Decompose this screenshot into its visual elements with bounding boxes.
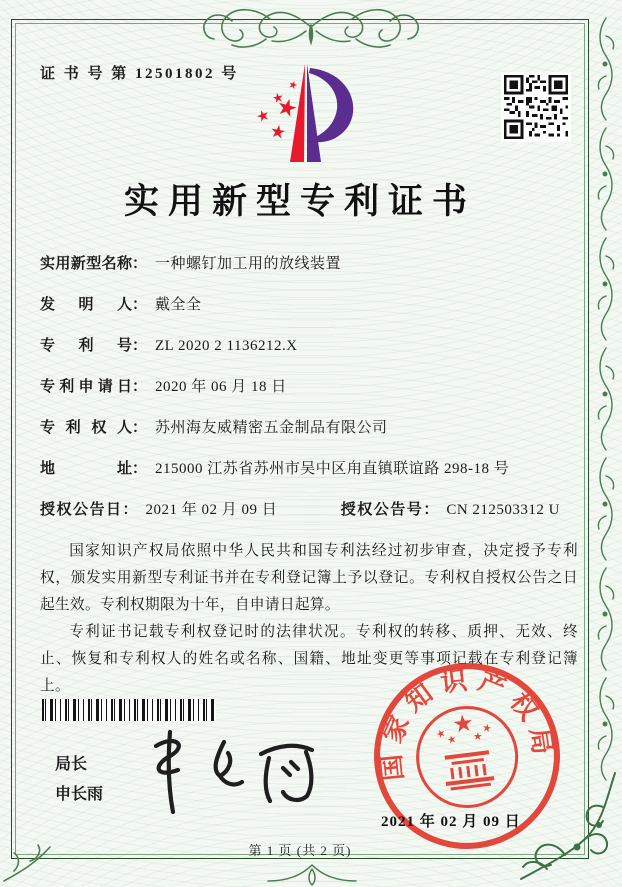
commissioner-signature-icon [128,726,323,818]
grant-date-label: 授权公告日 [40,502,123,518]
field-colon: ： [132,420,148,436]
page-number: 第 1 页 (共 2 页) [248,843,352,858]
grant-date-value: 2021 年 02 月 09 日 [145,502,278,518]
field-row-name [40,254,574,274]
field-colon: ： [132,461,148,477]
right-vine-ornament-icon [592,14,620,864]
field-colon: ： [122,502,138,518]
field-colon: ： [132,338,148,354]
seal-text: 国家知识产权局 [376,664,559,782]
field-label: 专利申请日 [40,379,132,395]
bottom-center-ornament-icon [262,861,362,887]
seal-date: 2021 年 02 月 09 日 [381,814,521,830]
field-colon: ： [423,502,439,518]
grant-no-label: 授权公告号 [340,502,424,518]
qr-code [501,72,571,142]
field-label: 实用新型名称 [40,256,132,272]
grant-no-value: CN 212503312 U [446,502,560,518]
field-label: 专利权人 [40,420,132,436]
field-label: 发明人 [40,297,132,313]
field-value: 2020 年 06 月 18 日 [155,379,287,395]
barcode [42,699,216,721]
legal-paragraph-1: 国家知识产权局依照中华人民共和国专利法经过初步审查，决定授予专利权，颁发实用新型专利证书并在专利登记簿上予以登记。专利权自授权公告之日起生效。专利权期限为十年，自申请日起算。 [40,543,578,613]
field-row-patentee [40,418,574,438]
certificate-number: 证 书 号 第 12501802 号 [40,66,239,82]
cnipa-logo-icon [247,60,363,166]
certificate-fields [40,254,574,541]
field-value: 苏州海友威精密五金制品有限公司 [155,420,388,436]
field-value: 戴全全 [155,297,202,313]
field-value: ZL 2020 2 1136212.X [155,338,298,354]
commissioner-name: 申长雨 [55,786,104,803]
field-row-patent-no [40,336,574,356]
national-emblem-icon [412,702,522,812]
field-label: 专利号 [40,338,132,354]
field-colon: ： [132,256,148,272]
field-row-address [40,459,574,479]
field-label: 地址 [40,461,132,477]
commissioner-title: 局长 [55,756,88,773]
field-value: 215000 江苏省苏州市吴中区甪直镇联谊路 298-18 号 [155,461,510,477]
field-row-grant [40,500,574,520]
top-scroll-ornament-icon [196,1,426,51]
field-colon: ： [132,379,148,395]
certificate-title: 实用新型专利证书 [123,182,476,221]
field-value: 一种螺钉加工用的放线装置 [155,256,342,272]
field-row-inventor [40,295,574,315]
legal-paragraph-2: 专利证书记载专利权登记时的法律状况。专利权的转移、质押、无效、终止、恢复和专利权人的姓名或名称、国籍、地址变更等事项记载在专利登记簿上。 [40,624,578,694]
commissioner-block [55,750,103,810]
field-row-filing-date [40,377,574,397]
field-colon: ： [132,297,148,313]
